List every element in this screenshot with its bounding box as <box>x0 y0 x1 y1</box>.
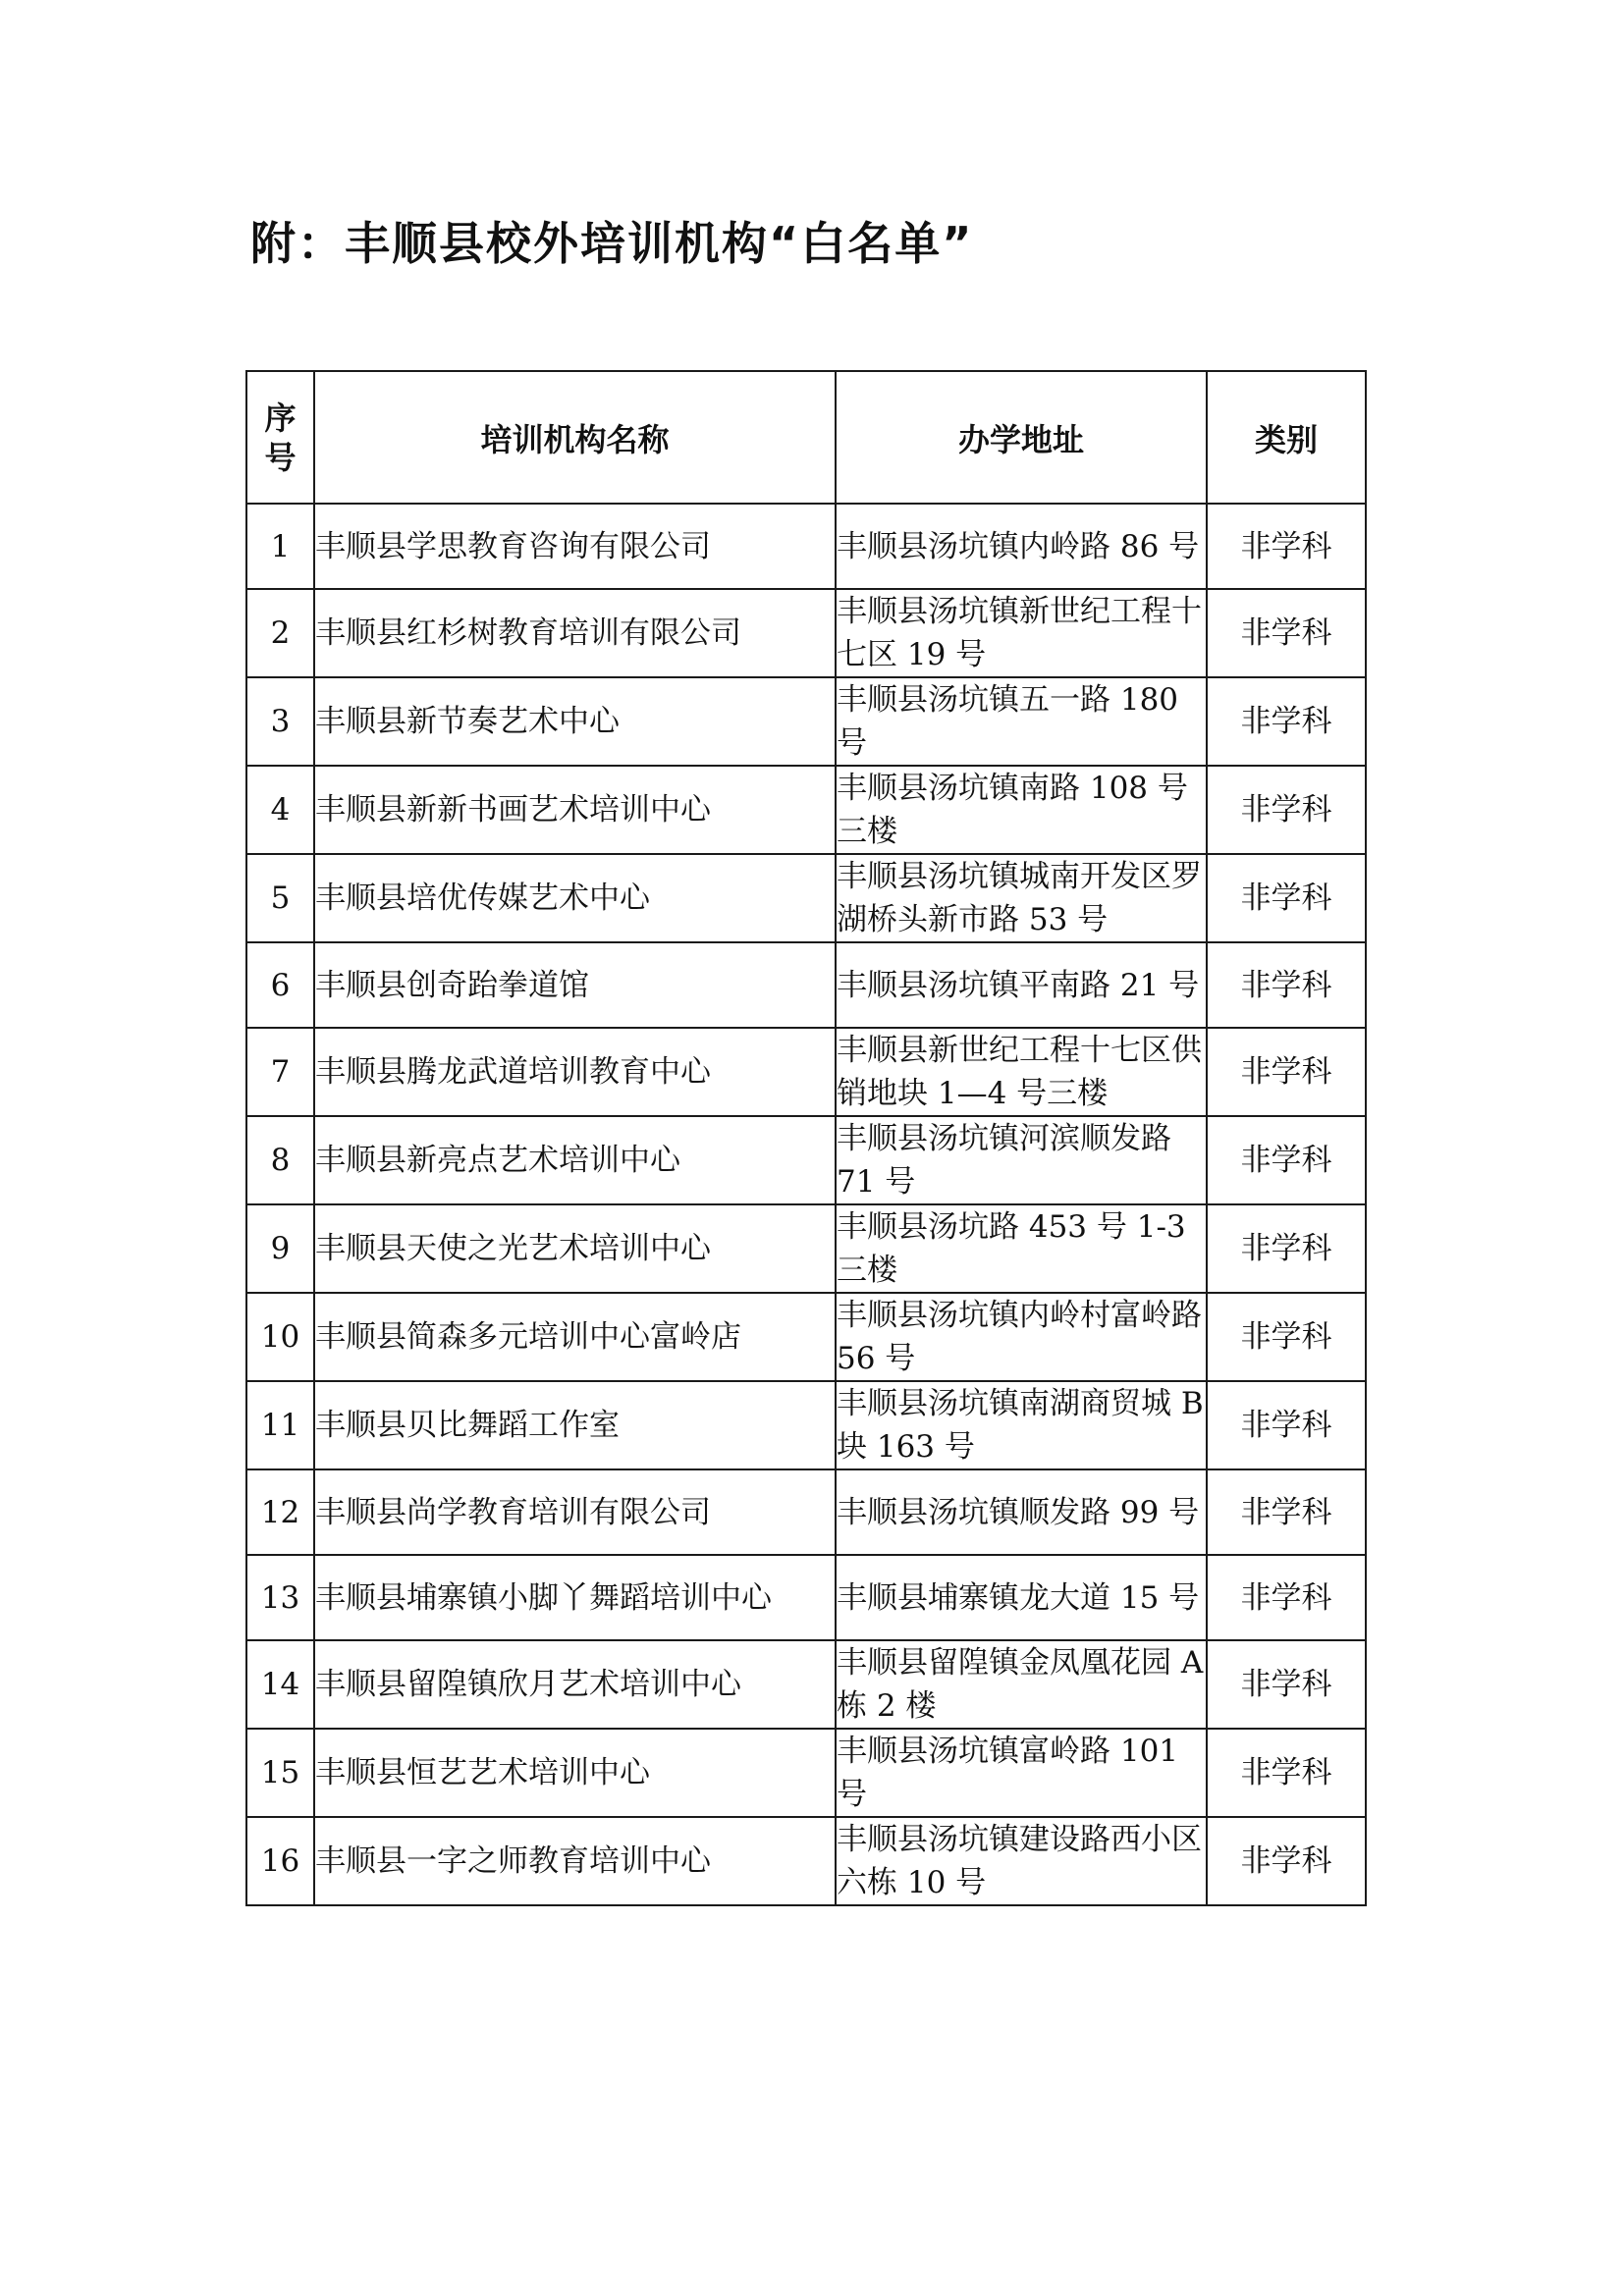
row-address: 丰顺县汤坑镇南路 108 号三楼 <box>836 766 1207 854</box>
row-type: 非学科 <box>1207 1469 1366 1555</box>
row-name: 丰顺县简森多元培训中心富岭店 <box>314 1293 836 1381</box>
row-address: 丰顺县汤坑路 453 号 1-3 三楼 <box>836 1204 1207 1293</box>
row-type: 非学科 <box>1207 1381 1366 1469</box>
row-index: 10 <box>246 1293 314 1381</box>
row-index: 9 <box>246 1204 314 1293</box>
row-index: 8 <box>246 1116 314 1204</box>
table-row <box>246 1555 1366 1640</box>
row-name: 丰顺县新亮点艺术培训中心 <box>314 1116 836 1204</box>
table-row <box>246 1817 1366 1905</box>
table-row <box>246 1293 1366 1381</box>
header-address: 办学地址 <box>836 371 1207 504</box>
row-type: 非学科 <box>1207 1116 1366 1204</box>
row-name: 丰顺县培优传媒艺术中心 <box>314 854 836 942</box>
row-address: 丰顺县汤坑镇内岭村富岭路 56 号 <box>836 1293 1207 1381</box>
table-row <box>246 766 1366 854</box>
table-row <box>246 1469 1366 1555</box>
row-address: 丰顺县汤坑镇内岭路 86 号 <box>836 504 1207 589</box>
row-address: 丰顺县汤坑镇新世纪工程十七区 19 号 <box>836 589 1207 677</box>
table-header-row <box>246 371 1366 504</box>
row-index: 16 <box>246 1817 314 1905</box>
table-row <box>246 854 1366 942</box>
row-name: 丰顺县腾龙武道培训教育中心 <box>314 1028 836 1116</box>
row-type: 非学科 <box>1207 766 1366 854</box>
row-address: 丰顺县汤坑镇富岭路 101 号 <box>836 1729 1207 1817</box>
row-address: 丰顺县汤坑镇顺发路 99 号 <box>836 1469 1207 1555</box>
row-address: 丰顺县汤坑镇五一路 180 号 <box>836 677 1207 766</box>
row-address: 丰顺县汤坑镇平南路 21 号 <box>836 942 1207 1028</box>
row-index: 5 <box>246 854 314 942</box>
row-type: 非学科 <box>1207 1555 1366 1640</box>
row-type: 非学科 <box>1207 1640 1366 1729</box>
row-type: 非学科 <box>1207 942 1366 1028</box>
row-address: 丰顺县留隍镇金凤凰花园 A 栋 2 楼 <box>836 1640 1207 1729</box>
row-index: 11 <box>246 1381 314 1469</box>
row-type: 非学科 <box>1207 1204 1366 1293</box>
row-name: 丰顺县学思教育咨询有限公司 <box>314 504 836 589</box>
table-row <box>246 504 1366 589</box>
row-index: 6 <box>246 942 314 1028</box>
row-name: 丰顺县红杉树教育培训有限公司 <box>314 589 836 677</box>
table-row <box>246 1028 1366 1116</box>
table-row <box>246 1381 1366 1469</box>
row-index: 3 <box>246 677 314 766</box>
row-name: 丰顺县贝比舞蹈工作室 <box>314 1381 836 1469</box>
row-address: 丰顺县埔寨镇龙大道 15 号 <box>836 1555 1207 1640</box>
row-index: 15 <box>246 1729 314 1817</box>
row-index: 7 <box>246 1028 314 1116</box>
page-title: 附：丰顺县校外培训机构“白名单” <box>250 217 974 270</box>
row-name: 丰顺县一字之师教育培训中心 <box>314 1817 836 1905</box>
row-type: 非学科 <box>1207 854 1366 942</box>
table-row <box>246 1204 1366 1293</box>
row-name: 丰顺县恒艺艺术培训中心 <box>314 1729 836 1817</box>
row-index: 12 <box>246 1469 314 1555</box>
row-name: 丰顺县埔寨镇小脚丫舞蹈培训中心 <box>314 1555 836 1640</box>
row-type: 非学科 <box>1207 589 1366 677</box>
row-name: 丰顺县天使之光艺术培训中心 <box>314 1204 836 1293</box>
table-row <box>246 589 1366 677</box>
row-type: 非学科 <box>1207 1293 1366 1381</box>
row-index: 1 <box>246 504 314 589</box>
row-type: 非学科 <box>1207 1028 1366 1116</box>
row-index: 4 <box>246 766 314 854</box>
row-address: 丰顺县汤坑镇建设路西小区六栋 10 号 <box>836 1817 1207 1905</box>
row-type: 非学科 <box>1207 1817 1366 1905</box>
header-type: 类别 <box>1207 371 1366 504</box>
header-name: 培训机构名称 <box>314 371 836 504</box>
row-name: 丰顺县尚学教育培训有限公司 <box>314 1469 836 1555</box>
row-address: 丰顺县汤坑镇南湖商贸城 B 块 163 号 <box>836 1381 1207 1469</box>
table-row <box>246 1116 1366 1204</box>
row-address: 丰顺县汤坑镇河滨顺发路 71 号 <box>836 1116 1207 1204</box>
header-index: 序号 <box>246 371 314 504</box>
row-index: 14 <box>246 1640 314 1729</box>
training-institution-table <box>245 370 1367 1906</box>
table-row <box>246 942 1366 1028</box>
table-row <box>246 677 1366 766</box>
row-index: 2 <box>246 589 314 677</box>
row-type: 非学科 <box>1207 1729 1366 1817</box>
table-row <box>246 1729 1366 1817</box>
row-name: 丰顺县新节奏艺术中心 <box>314 677 836 766</box>
row-type: 非学科 <box>1207 677 1366 766</box>
row-name: 丰顺县新新书画艺术培训中心 <box>314 766 836 854</box>
row-address: 丰顺县汤坑镇城南开发区罗湖桥头新市路 53 号 <box>836 854 1207 942</box>
row-type: 非学科 <box>1207 504 1366 589</box>
row-address: 丰顺县新世纪工程十七区供销地块 1—4 号三楼 <box>836 1028 1207 1116</box>
row-name: 丰顺县留隍镇欣月艺术培训中心 <box>314 1640 836 1729</box>
table-row <box>246 1640 1366 1729</box>
row-name: 丰顺县创奇跆拳道馆 <box>314 942 836 1028</box>
row-index: 13 <box>246 1555 314 1640</box>
